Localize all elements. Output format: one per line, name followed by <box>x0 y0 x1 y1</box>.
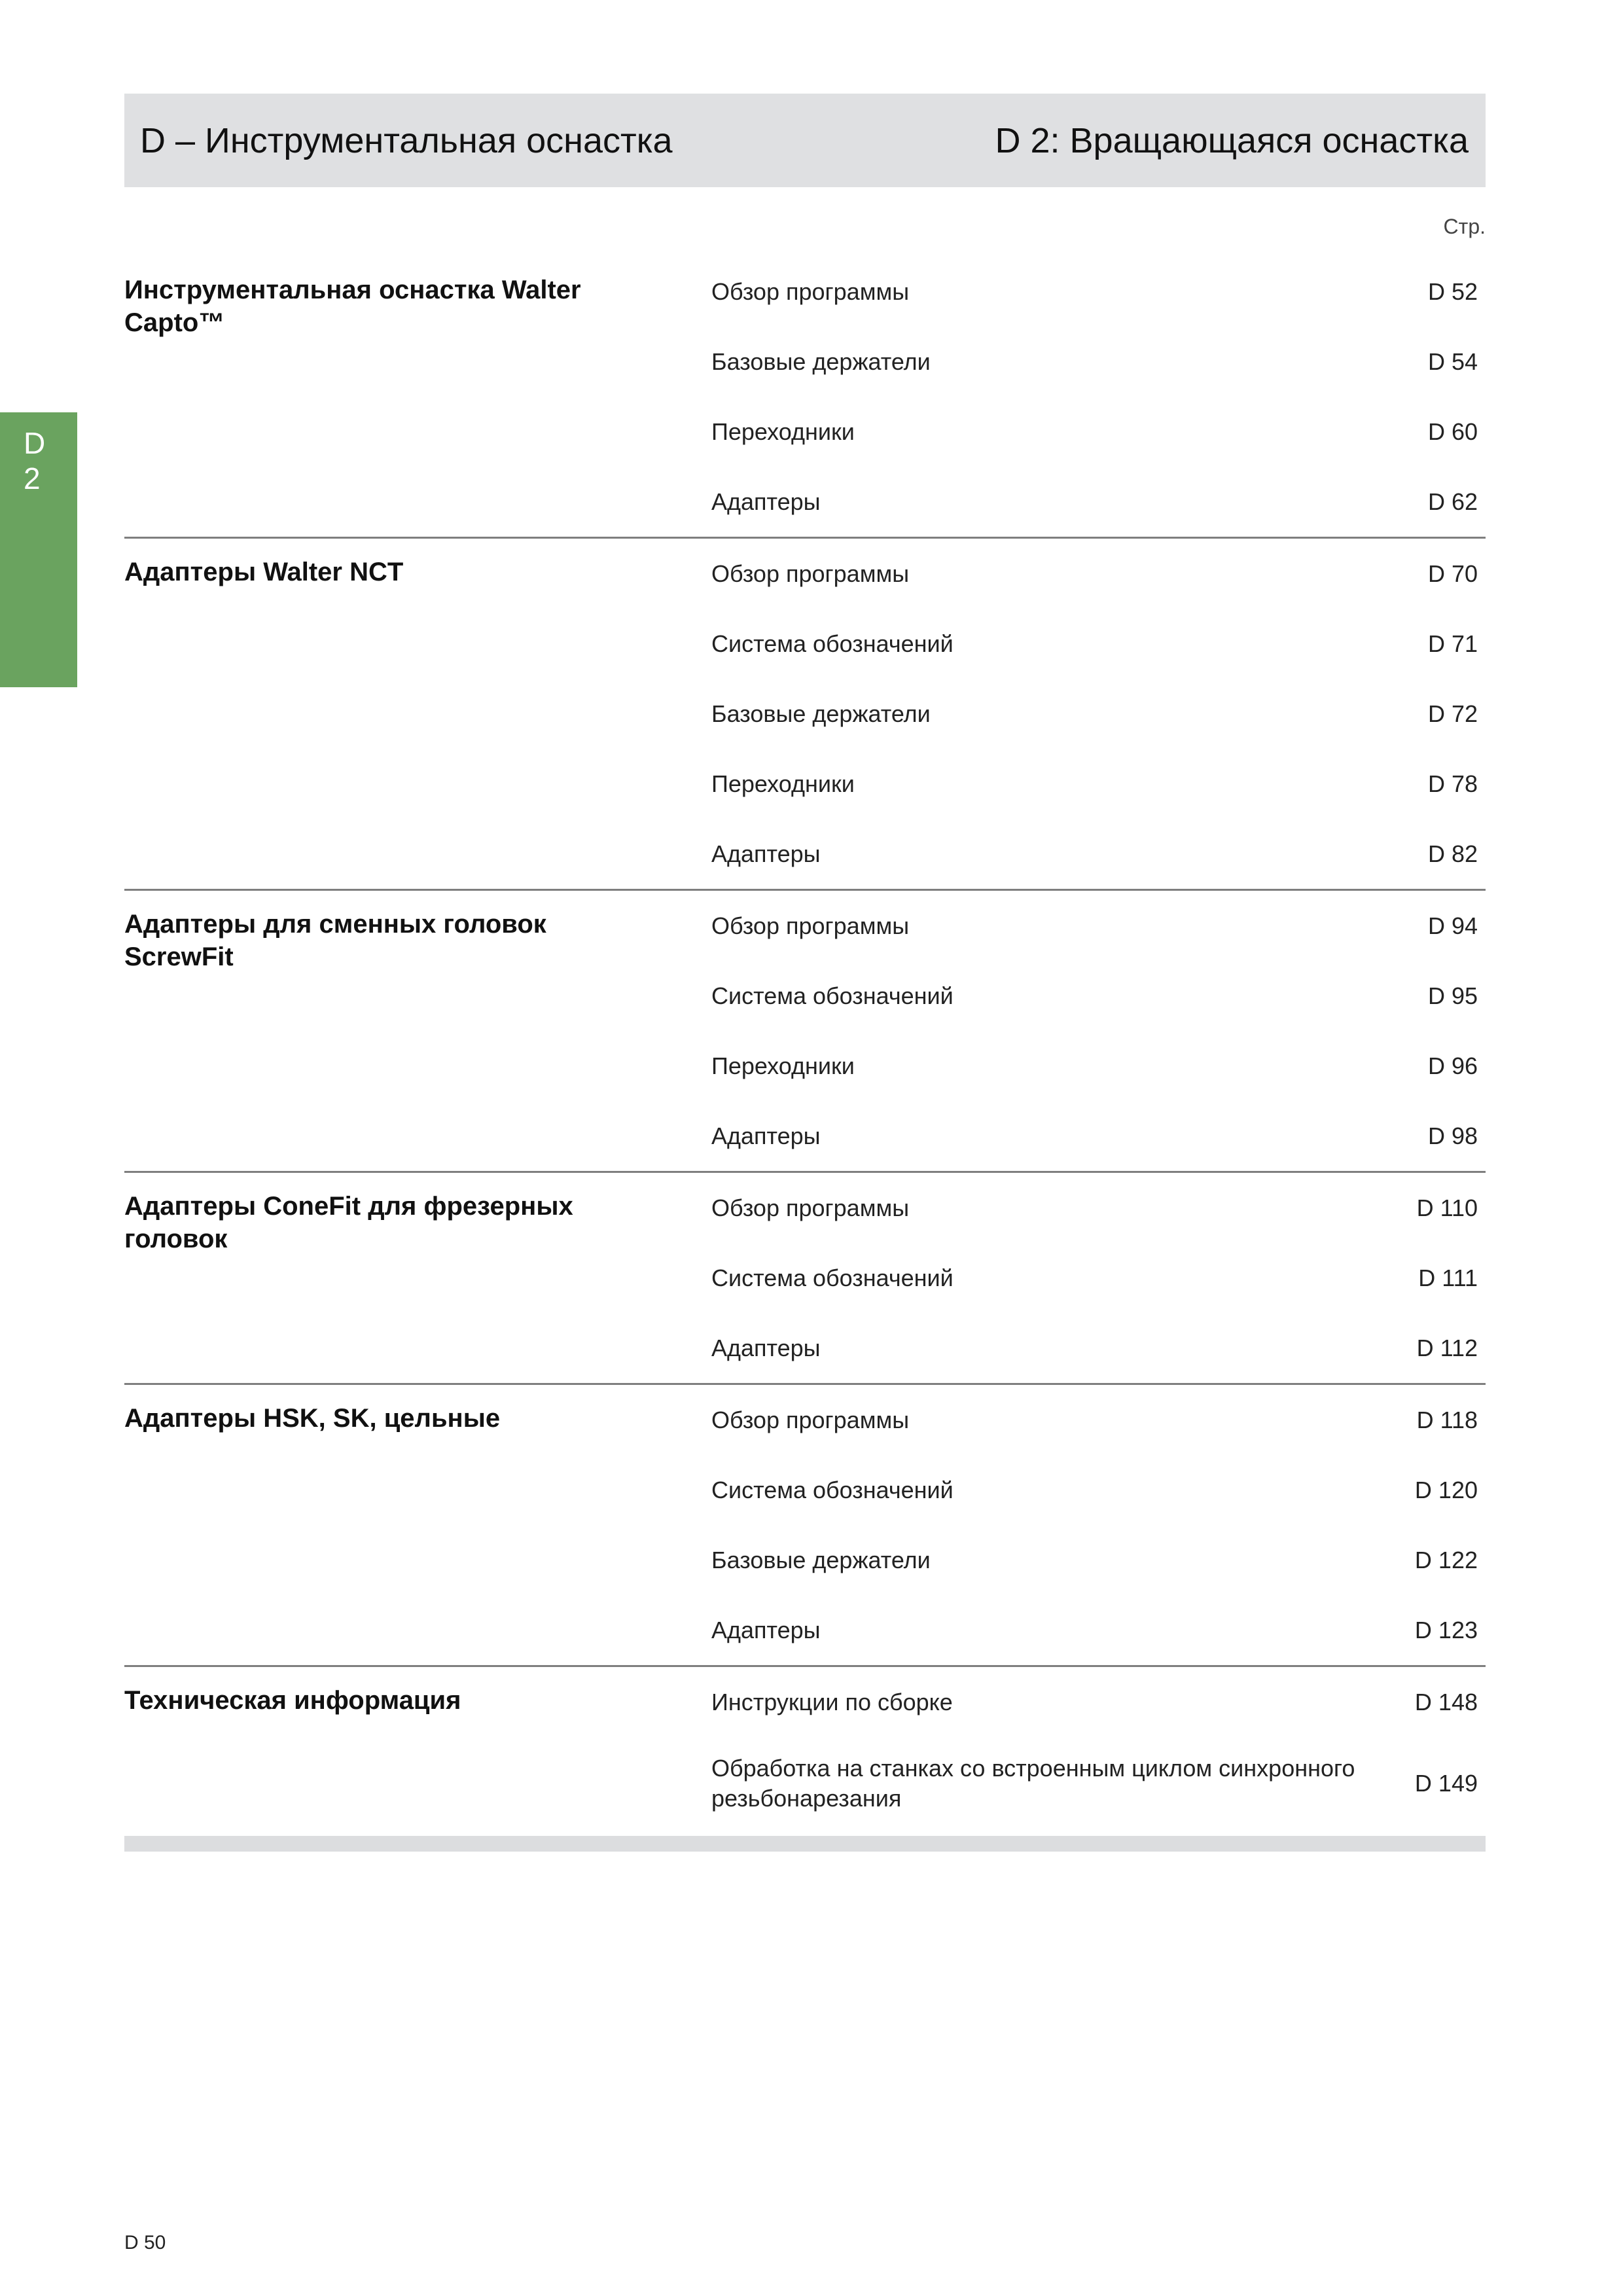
toc-section <box>124 1385 1486 1667</box>
bottom-rule <box>124 1836 1486 1852</box>
toc-section <box>124 1173 1486 1385</box>
toc-entry-page: D 110 <box>1416 1194 1478 1221</box>
toc-entry-page: D 54 <box>1427 348 1478 375</box>
toc-entry[interactable] <box>711 467 1486 537</box>
section-side-tab <box>0 412 77 687</box>
toc-entry-label: Адаптеры <box>711 1334 821 1361</box>
toc-entry[interactable] <box>711 1313 1486 1383</box>
toc-entry[interactable] <box>711 327 1486 397</box>
toc-entry-page: D 96 <box>1427 1052 1478 1079</box>
toc-section <box>124 891 1486 1173</box>
toc-entry-page: D 123 <box>1414 1616 1478 1643</box>
toc-section-title: Адаптеры ConeFit для фрезерных головок <box>124 1192 573 1253</box>
toc-entry[interactable] <box>711 749 1486 819</box>
toc-entry-label: Система обозначений <box>711 1476 954 1503</box>
toc-entry-label: Адаптеры <box>711 840 821 867</box>
chapter-title: D – Инструментальная оснастка <box>140 120 673 160</box>
toc-section-title: Инструментальная оснастка Walter Capto™ <box>124 276 581 337</box>
toc-entry-list <box>711 891 1486 1171</box>
toc-entry[interactable] <box>711 257 1486 327</box>
toc-entry[interactable] <box>711 609 1486 679</box>
toc-entry[interactable] <box>711 1595 1486 1665</box>
page-header <box>124 94 1486 187</box>
toc-section <box>124 539 1486 891</box>
toc-entry-list <box>711 539 1486 889</box>
toc-section <box>124 257 1486 539</box>
toc-entry-label: Переходники <box>711 1052 855 1079</box>
toc-entry[interactable] <box>711 397 1486 467</box>
toc-entry-page: D 71 <box>1427 630 1478 657</box>
toc-entry-page: D 95 <box>1427 982 1478 1009</box>
toc-entry-page: D 82 <box>1427 840 1478 867</box>
toc-entry-label: Система обозначений <box>711 1264 954 1291</box>
toc-entry-page: D 122 <box>1414 1546 1478 1573</box>
toc-entry-label: Инструкции по сборке <box>711 1688 953 1715</box>
section-title: D 2: Вращающаяся оснастка <box>995 120 1469 160</box>
toc-section-title: Адаптеры для сменных головок ScrewFit <box>124 910 546 971</box>
toc-entry-page: D 94 <box>1427 912 1478 939</box>
toc-section-title: Адаптеры Walter NCT <box>124 558 404 586</box>
toc-entry-label: Обзор программы <box>711 278 910 305</box>
toc-entry-label: Обзор программы <box>711 1406 910 1433</box>
toc-entry-label: Обзор программы <box>711 1194 910 1221</box>
toc-entry-page: D 70 <box>1427 560 1478 587</box>
toc-section-title: Адаптеры HSK, SK, цельные <box>124 1404 501 1433</box>
toc-section <box>124 1667 1486 1830</box>
toc-entry-label: Обработка на станках со встроенным циклом синхронного резьбонарезания <box>711 1755 1355 1812</box>
toc-entry-label: Обзор программы <box>711 560 910 587</box>
toc-entry-label: Переходники <box>711 418 855 445</box>
toc-entry-label: Система обозначений <box>711 982 954 1009</box>
side-tab-label: D 2 <box>24 426 48 495</box>
toc-entry-page: D 120 <box>1414 1476 1478 1503</box>
toc-entry[interactable] <box>711 1667 1486 1737</box>
toc-entry-page: D 52 <box>1427 278 1478 305</box>
table-of-contents <box>124 257 1486 1830</box>
toc-entry[interactable] <box>711 891 1486 961</box>
page-number: D 50 <box>124 2232 166 2253</box>
toc-entry-label: Базовые держатели <box>711 1546 931 1573</box>
toc-entry[interactable] <box>711 679 1486 749</box>
toc-entry-label: Переходники <box>711 770 855 797</box>
toc-entry-page: D 111 <box>1418 1264 1478 1291</box>
toc-section-title: Техническая информация <box>124 1686 461 1715</box>
toc-entry-list <box>711 257 1486 537</box>
toc-entry[interactable] <box>711 961 1486 1031</box>
toc-entry-label: Обзор программы <box>711 912 910 939</box>
toc-entry-page: D 72 <box>1427 700 1478 727</box>
toc-entry[interactable] <box>711 1525 1486 1595</box>
toc-entry-list <box>711 1667 1486 1830</box>
toc-entry[interactable] <box>711 1031 1486 1101</box>
toc-entry-label: Базовые держатели <box>711 348 931 375</box>
toc-entry-label: Базовые держатели <box>711 700 931 727</box>
toc-entry-page: D 148 <box>1414 1688 1478 1715</box>
toc-entry[interactable] <box>711 1173 1486 1243</box>
toc-entry-label: Адаптеры <box>711 1122 821 1149</box>
toc-entry-page: D 149 <box>1414 1770 1478 1797</box>
toc-entry-page: D 98 <box>1427 1122 1478 1149</box>
toc-entry-list <box>711 1385 1486 1665</box>
toc-entry[interactable] <box>711 1455 1486 1525</box>
toc-entry-list <box>711 1173 1486 1383</box>
toc-entry-label: Адаптеры <box>711 488 821 515</box>
toc-entry[interactable] <box>711 1737 1486 1830</box>
toc-entry-page: D 62 <box>1427 488 1478 515</box>
toc-entry[interactable] <box>711 539 1486 609</box>
toc-entry[interactable] <box>711 819 1486 889</box>
toc-entry[interactable] <box>711 1243 1486 1313</box>
toc-entry[interactable] <box>711 1385 1486 1455</box>
page-column-label: Стр. <box>1443 215 1486 238</box>
toc-entry-label: Система обозначений <box>711 630 954 657</box>
toc-entry-page: D 112 <box>1416 1334 1478 1361</box>
toc-entry-label: Адаптеры <box>711 1616 821 1643</box>
toc-entry[interactable] <box>711 1101 1486 1171</box>
toc-entry-page: D 118 <box>1416 1406 1478 1433</box>
toc-entry-page: D 60 <box>1427 418 1478 445</box>
toc-entry-page: D 78 <box>1427 770 1478 797</box>
